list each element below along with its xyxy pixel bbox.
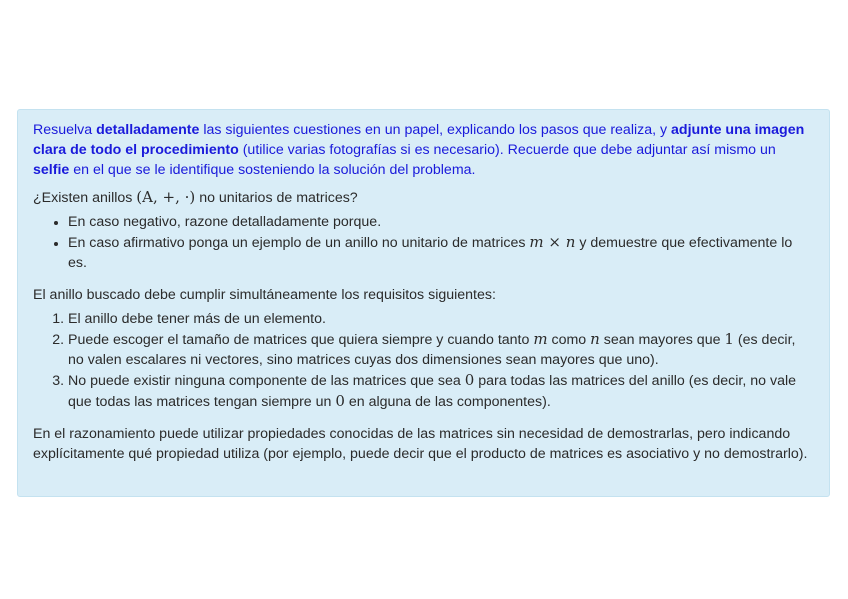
requirement-text: (es decir, no valen escalares ni vectores, sino matrices cuyas dos dimensiones sean mayores que uno). — [68, 332, 796, 368]
requirement-text: como — [547, 332, 591, 348]
requirement-text: sean mayores que — [599, 332, 725, 348]
intro-text: las siguientes cuestiones en un papel, explicando los pasos que realiza, y — [199, 122, 672, 138]
intro-bold-detalladamente: detalladamente — [96, 122, 200, 138]
case-negative-text: En caso negativo, razone detalladamente porque. — [68, 214, 382, 230]
cases-list — [33, 212, 813, 273]
closing-paragraph: En el razonamiento puede utilizar propiedades conocidas de las matrices sin necesidad de demostrarlas, pero indicando explícitamente qué propiedad utiliza (por ejemplo, puede decir que el producto de matrices es asociativo y no demostrarlo). — [33, 426, 808, 462]
question-text: no unitarios de matrices? — [195, 190, 358, 206]
intro-bold-selfie: selfie — [33, 162, 70, 178]
matrix-size-notation: m × n — [529, 233, 576, 251]
case-negative — [68, 212, 813, 232]
intro-text: Resuelva — [33, 122, 97, 138]
requirement-1 — [68, 309, 813, 329]
case-positive-text: y demuestre que efectivamente lo es. — [68, 235, 793, 271]
requirement-text: en alguna de las componentes). — [344, 394, 551, 410]
math-zero: 0 — [335, 392, 345, 410]
math-one: 1 — [724, 330, 734, 348]
ring-notation: (A, +, ·) — [136, 188, 196, 206]
math-zero: 0 — [464, 371, 475, 389]
requirement-3 — [68, 370, 813, 412]
instructions-panel — [17, 109, 830, 497]
requirement-text: No puede existir ninguna componente de las matrices que sea — [68, 373, 465, 389]
intro-paragraph — [33, 120, 813, 180]
question-paragraph — [33, 187, 813, 208]
requirement-text: para todas las matrices del anillo (es decir, no vale que todas las matrices tengan siempre un — [68, 373, 796, 410]
math-m: m — [533, 330, 548, 348]
intro-bold-adjunte: adjunte una imagen clara de todo el procedimiento — [33, 122, 805, 158]
question-text: ¿Existen anillos — [33, 190, 137, 206]
case-positive — [68, 232, 813, 273]
intro-text: en el que se le identifique sosteniendo la solución del problema. — [69, 162, 476, 178]
intro-text: (utilice varias fotografías si es necesario). Recuerde que debe adjuntar así mismo un — [238, 142, 776, 158]
math-n: n — [590, 330, 600, 348]
case-positive-text: En caso afirmativo ponga un ejemplo de un anillo no unitario de matrices — [68, 235, 530, 251]
requirements-list — [33, 309, 813, 412]
requirement-text: Puede escoger el tamaño de matrices que quiera siempre y cuando tanto — [68, 332, 534, 348]
requirements-intro: El anillo buscado debe cumplir simultáneamente los requisitos siguientes: — [33, 287, 496, 303]
requirement-text: El anillo debe tener más de un elemento. — [68, 311, 326, 327]
requirement-2 — [68, 329, 813, 370]
